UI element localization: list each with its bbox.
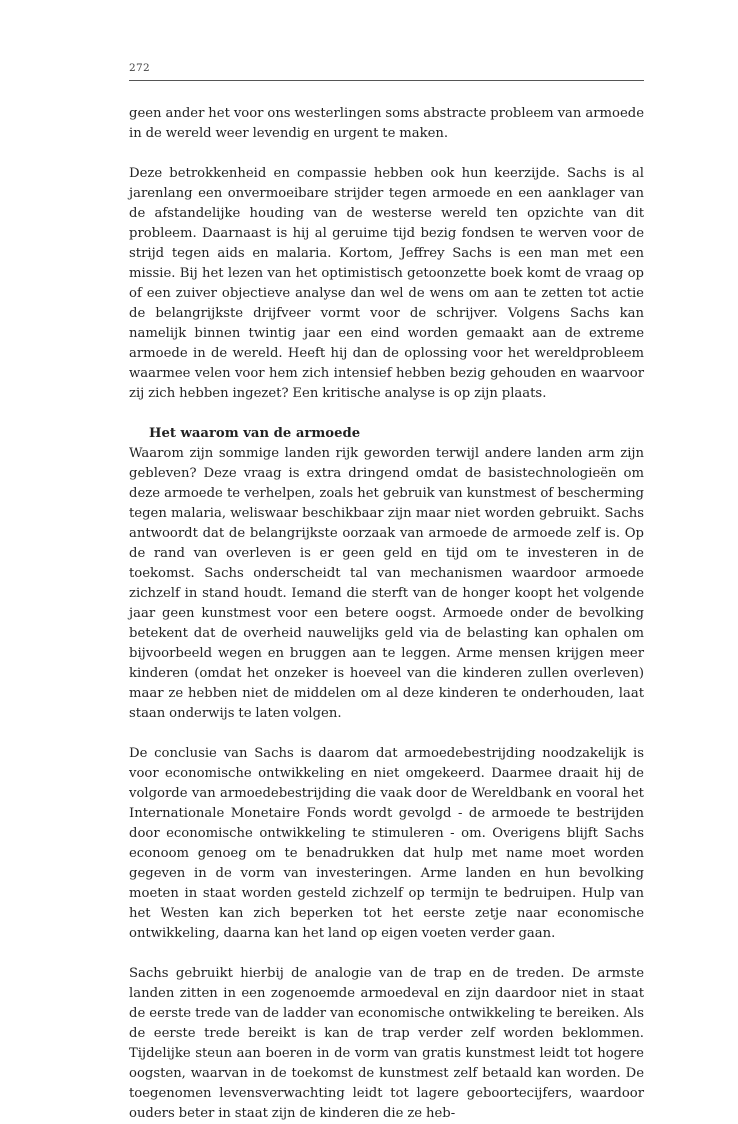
paragraph-ladder-analogy: Sachs gebruikt hierbij de analogie van de trap en de treden. De armste landen zitten in een zogenoemde armoedeval en zijn daardoor niet in staat de eerste trede van de ladder van economische ontwikkeling te bereiken. Als de eerste trede bereikt is kan de trap verder zelf worden beklommen. Tijdelijke steun aan boeren in de vorm van gratis kunstmest leidt tot hogere oogsten, waarvan in de toekomst de kunstmest zelf betaald kan worden. De toegenomen levensverwachting leidt tot lagere geboortecijfers, waardoor ouders beter in staat zijn de kinderen die ze heb- <box>129 966 644 1121</box>
page-number: 272 <box>129 62 150 74</box>
page-body <box>129 104 644 1124</box>
paragraph-continuation: geen ander het voor ons westerlingen soms abstracte probleem van armoede in de wereld weer levendig en urgent te maken. <box>129 106 644 141</box>
header-rule <box>129 80 644 81</box>
section-heading: Het waarom van de armoede <box>149 426 361 441</box>
paragraph-conclusion: De conclusie van Sachs is daarom dat armoedebestrijding noodzakelijk is voor economische ontwikkeling en niet omgekeerd. Daarmee draait hij de volgorde van armoedebestrijding die vaak door de Wereldbank en vooral het Internationale Monetaire Fonds wordt gevolgd - de armoede te bestrijden door economische ontwikkeling te stimuleren - om. Overigens blijft Sachs econoom genoeg om te benadrukken dat hulp met name moet worden gegeven in de vorm van investeringen. Arme landen en hun bevolking moeten in staat worden gesteld zichzelf op termijn te bedruipen. Hulp van het Westen kan zich beperken tot het eerste zetje naar economische ontwikkeling, daarna kan het land op eigen voeten verder gaan. <box>129 746 644 941</box>
paragraph-poverty-causes: Waarom zijn sommige landen rijk geworden terwijl andere landen arm zijn gebleven? Deze vraag is extra dringend omdat de basistechnologieën om deze armoede te verhelpen, zoals het gebruik van kunstmest of bescherming tegen malaria, weliswaar beschikbaar zijn maar niet worden gebruikt. Sachs antwoordt dat de belangrijkste oorzaak van armoede de armoede zelf is. Op de rand van overleven is er geen geld en tijd om te investeren in de toekomst. Sachs onderscheidt tal van mechanismen waardoor armoede zichzelf in stand houdt. Iemand die sterft van de honger koopt het volgende jaar geen kunstmest voor een betere oogst. Armoede onder de bevolking betekent dat de overheid nauwelijks geld via de belasting kan ophalen om bijvoorbeeld wegen en bruggen aan te leggen. Arme mensen krijgen meer kinderen (omdat het onzeker is hoeveel van die kinderen zullen overleven) maar ze hebben niet de middelen om al deze kinderen te onderhouden, laat staan onderwijs te laten volgen. <box>129 446 644 721</box>
paragraph-commitment: Deze betrokkenheid en compassie hebben ook hun keerzijde. Sachs is al jarenlang een onvermoeibare strijder tegen armoede en een aanklager van de afstandelijke houding van de westerse wereld ten opzichte van dit probleem. Daarnaast is hij al geruime tijd bezig fondsen te werven voor de strijd tegen aids en malaria. Kortom, Jeffrey Sachs is een man met een missie. Bij het lezen van het optimistisch getoonzette boek komt de vraag op of een zuiver objectieve analyse dan wel de wens om aan te zetten tot actie de belangrijkste drijfveer vormt voor de schrijver. Volgens Sachs kan namelijk binnen twintig jaar een eind worden gemaakt aan de extreme armoede in de wereld. Heeft hij dan de oplossing voor het wereldprobleem waarmee velen voor hem zich intensief hebben bezig gehouden en waarvoor zij zich hebben ingezet? Een kritische analyse is op zijn plaats. <box>129 166 644 401</box>
